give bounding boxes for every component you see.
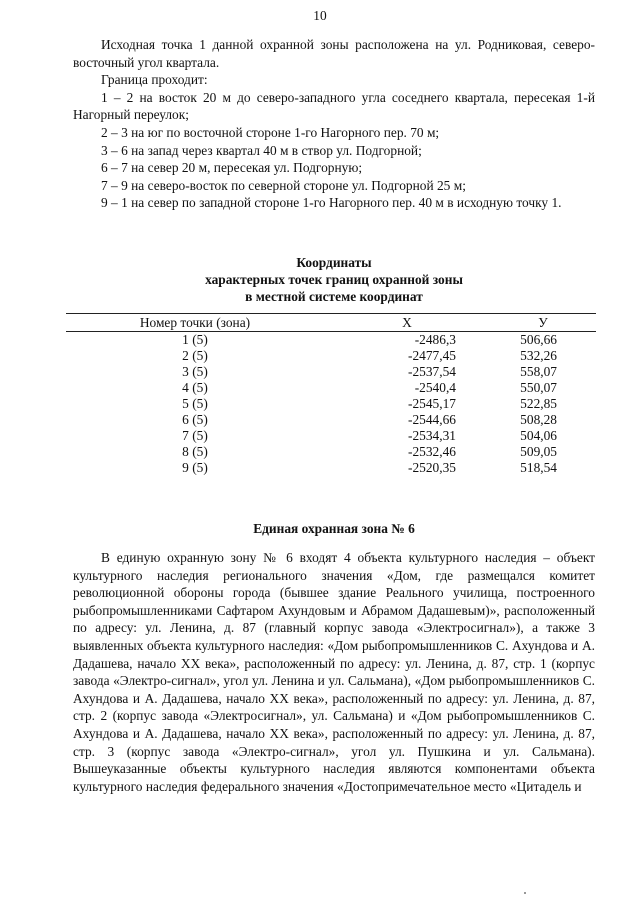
x-coordinate-cell: -2545,17 [408, 396, 456, 411]
table-row [66, 364, 596, 380]
point-number-cell: 1 (5) [182, 332, 208, 347]
boundary-intro: Граница проходит: [101, 72, 208, 88]
y-coordinate-cell: 508,28 [520, 412, 557, 427]
x-coordinate-cell: -2477,45 [408, 348, 456, 363]
point-number-cell: 6 (5) [182, 412, 208, 427]
x-coordinate-cell: -2537,54 [408, 364, 456, 379]
y-coordinate-cell: 522,85 [520, 396, 557, 411]
segment-2-3: 2 – 3 на юг по восточной стороне 1-го Нагорного пер. 70 м; [101, 124, 440, 140]
x-coordinate-cell: -2486,3 [414, 332, 456, 347]
table-header-row [66, 314, 596, 332]
segment-1-2: 1 – 2 на восток 20 м до северо-западного угла соседнего квартала, пересекая 1-й Нагорный переулок; [73, 89, 595, 123]
header-point-number: Номер точки (зона) [66, 314, 324, 332]
zone6-heading [73, 520, 595, 537]
coordinates-table [66, 313, 596, 476]
coordinates-title-line1: Координаты [296, 255, 372, 270]
zone6-paragraph: В единую охранную зону № 6 входят 4 объекта культурного наследия – объект культурного наследия регионального значения «Дом, где размещался комитет революционной обороны города (бывшее здание Реального училища, построенного рыбопромышленниками Сафтаром Ахундовым и Абрамом Дадашевым)», расположенный по адресу: ул. Ленина, д. 87 (главный корпус завода «Электросигнал»), а также 3 выявленных объекта культурного наследия: «Дом рыбопромышленников С. Ахундова и А. Дадашева, начало XX века», расположенный по адресу: ул. Ленина, д. 87, стр. 1 (корпус завода «Электро-сигнал», угол ул. Ленина и ул. Сальмана), «Дом рыбопромышленников С. Ахундова и А. Дадашева, начало XX века», расположенный по адресу: ул. Ленина, д. 87, стр. 2 (корпус завода «Электросигнал», ул. Сальмана) и «Дом рыбопромышленников С. Ахундова и А. Дадашева, начало XX века», расположенный по адресу: ул. Ленина, д. 87, стр. 3 (корпус завода «Электро-сигнал», угол ул. Пушкина и ул. Сальмана). Вышеуказанные объекты культурного наследия являются компонентами объекта культурного наследия федерального значения «Достопримечательное место «Цитадель и [73, 550, 595, 794]
table-row [66, 428, 596, 444]
table-row [66, 412, 596, 428]
x-coordinate-cell: -2544,66 [408, 412, 456, 427]
y-coordinate-cell: 518,54 [520, 460, 557, 475]
point-number-cell: 8 (5) [182, 444, 208, 459]
page-number: 10 [313, 8, 327, 23]
segment-7-9: 7 – 9 на северо-восток по северной стороне ул. Подгорной 25 м; [101, 177, 466, 193]
coordinates-heading [73, 254, 595, 305]
segment-6-7: 6 – 7 на север 20 м, пересекая ул. Подгорную; [101, 160, 363, 176]
x-coordinate-cell: -2540,4 [414, 380, 456, 395]
coordinates-title-line2: характерных точек границ охранной зоны [205, 272, 463, 287]
zone6-body [73, 549, 595, 795]
scan-speck [524, 892, 526, 894]
y-coordinate-cell: 504,06 [520, 428, 557, 443]
point-number-cell: 5 (5) [182, 396, 208, 411]
x-coordinate-cell: -2520,35 [408, 460, 456, 475]
coordinates-title-line3: в местной системе координат [245, 289, 423, 304]
point-number-cell: 4 (5) [182, 380, 208, 395]
header-x: X [324, 314, 490, 332]
segment-3-6: 3 – 6 на запад через квартал 40 м в створ ул. Подгорной; [101, 142, 422, 158]
table-row [66, 444, 596, 460]
x-coordinate-cell: -2534,31 [408, 428, 456, 443]
y-coordinate-cell: 558,07 [520, 364, 557, 379]
y-coordinate-cell: 509,05 [520, 444, 557, 459]
table-row [66, 380, 596, 396]
y-coordinate-cell: 532,26 [520, 348, 557, 363]
y-coordinate-cell: 506,66 [520, 332, 557, 347]
table-row [66, 396, 596, 412]
table-row [66, 348, 596, 364]
y-coordinate-cell: 550,07 [520, 380, 557, 395]
table-row [66, 332, 596, 349]
zone6-title: Единая охранная зона № 6 [253, 521, 415, 536]
boundary-description [73, 36, 595, 212]
point-number-cell: 7 (5) [182, 428, 208, 443]
header-y: У [490, 314, 596, 332]
point-number-cell: 3 (5) [182, 364, 208, 379]
point-number-cell: 2 (5) [182, 348, 208, 363]
point-number-cell: 9 (5) [182, 460, 208, 475]
origin-paragraph: Исходная точка 1 данной охранной зоны расположена на ул. Родниковая, северо-восточный угол квартала. [73, 37, 595, 70]
segment-9-1: 9 – 1 на север по западной стороне 1-го Нагорного пер. 40 м в исходную точку 1. [101, 195, 562, 211]
x-coordinate-cell: -2532,46 [408, 444, 456, 459]
table-row [66, 460, 596, 476]
